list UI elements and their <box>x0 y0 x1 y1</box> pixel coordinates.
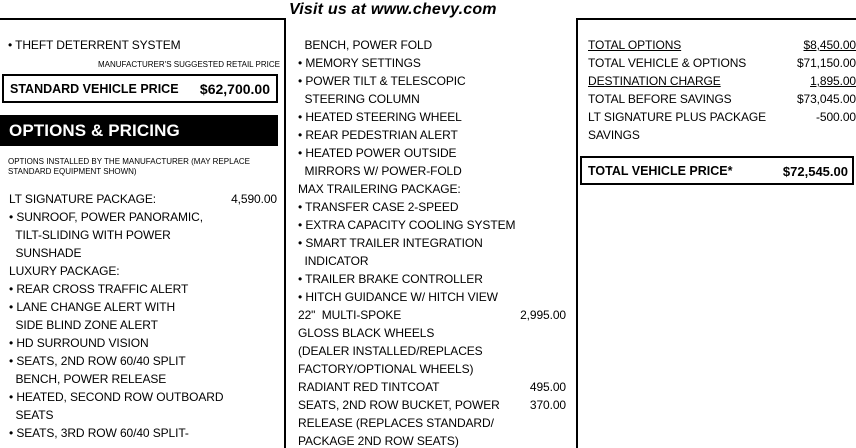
line-item-text: RELEASE (REPLACES STANDARD/ <box>298 416 494 430</box>
standard-price-label: STANDARD VEHICLE PRICE <box>10 82 179 96</box>
line-item-text: MIRRORS W/ POWER-FOLD <box>298 164 462 178</box>
line-item-text: • HEATED, SECOND ROW OUTBOARD <box>9 390 224 404</box>
line-item <box>298 90 566 108</box>
line-item-text: • REAR CROSS TRAFFIC ALERT <box>9 282 189 296</box>
msrp-note: MANUFACTURER'S SUGGESTED RETAIL PRICE <box>98 60 280 69</box>
line-item <box>298 378 566 396</box>
line-item <box>9 262 277 280</box>
line-item-text: LT SIGNATURE PLUS PACKAGE <box>588 110 766 124</box>
line-item <box>9 226 277 244</box>
total-price-label: TOTAL VEHICLE PRICE* <box>588 164 733 178</box>
line-item-text: SEATS, 2ND ROW BUCKET, POWER <box>298 398 500 412</box>
line-item <box>298 180 566 198</box>
line-item <box>298 72 566 90</box>
line-item <box>298 360 566 378</box>
line-item <box>9 406 277 424</box>
line-item-text: BENCH, POWER FOLD <box>298 38 433 52</box>
website-header: Visit us at www.chevy.com <box>289 1 497 18</box>
column-divider-left <box>284 18 286 448</box>
line-item <box>298 270 566 288</box>
middle-options-list <box>298 36 566 448</box>
line-item <box>298 288 566 306</box>
column-divider-right <box>576 18 578 448</box>
line-item-text: GLOSS BLACK WHEELS <box>298 326 435 340</box>
line-item-text: BENCH, POWER RELEASE <box>9 372 167 386</box>
line-item-amount: -500.00 <box>816 110 856 124</box>
line-item <box>9 316 277 334</box>
top-rule-left <box>0 18 284 20</box>
top-rule-right <box>578 18 856 20</box>
line-item-text: • HITCH GUIDANCE W/ HITCH VIEW <box>298 290 498 304</box>
line-item-text: RADIANT RED TINTCOAT <box>298 380 440 394</box>
line-item-amount: $8,450.00 <box>803 38 856 52</box>
line-item <box>9 244 277 262</box>
line-item <box>588 72 856 90</box>
line-item <box>588 126 856 144</box>
line-item-text: • SEATS, 3RD ROW 60/40 SPLIT- <box>9 426 189 440</box>
line-item-text: STEERING COLUMN <box>298 92 420 106</box>
line-item <box>298 306 566 324</box>
line-item-text: 22" MULTI-SPOKE <box>298 308 402 322</box>
installed-options-note: OPTIONS INSTALLED BY THE MANUFACTURER (MAY REPLACE STANDARD EQUIPMENT SHOWN) <box>8 157 250 176</box>
line-item-amount: 4,590.00 <box>231 192 277 206</box>
line-item-text: SIDE BLIND ZONE ALERT <box>9 318 158 332</box>
line-item <box>588 90 856 108</box>
line-item-text: TILT-SLIDING WITH POWER <box>9 228 171 242</box>
line-item <box>298 324 566 342</box>
line-item-text: FACTORY/OPTIONAL WHEELS) <box>298 362 474 376</box>
line-item-text: (DEALER INSTALLED/REPLACES <box>298 344 483 358</box>
options-pricing-heading: OPTIONS & PRICING <box>0 115 278 146</box>
line-item-amount: 495.00 <box>529 380 566 394</box>
line-item-text: • EXTRA CAPACITY COOLING SYSTEM <box>298 218 516 232</box>
line-item-amount: 2,995.00 <box>520 308 566 322</box>
line-item-text: • TRAILER BRAKE CONTROLLER <box>298 272 483 286</box>
line-item-text: TOTAL VEHICLE & OPTIONS <box>588 56 747 70</box>
line-item-text: • REAR PEDESTRIAN ALERT <box>298 128 458 142</box>
line-item-text: • HEATED STEERING WHEEL <box>298 110 462 124</box>
line-item <box>298 234 566 252</box>
line-item <box>9 208 277 226</box>
line-item <box>588 36 856 54</box>
total-price-box <box>580 156 854 185</box>
line-item <box>9 370 277 388</box>
line-item-text: • LANE CHANGE ALERT WITH <box>9 300 176 314</box>
line-item-text: • SEATS, 2ND ROW 60/40 SPLIT <box>9 354 186 368</box>
line-item <box>588 54 856 72</box>
line-item <box>298 342 566 360</box>
line-item-text: TOTAL OPTIONS <box>588 38 682 52</box>
standard-price-box <box>2 74 278 103</box>
total-price-value: $72,545.00 <box>782 164 848 179</box>
line-item-text: • HEATED POWER OUTSIDE <box>298 146 457 160</box>
line-item-text: SUNSHADE <box>9 246 82 260</box>
line-item <box>298 252 566 270</box>
line-item-text: PACKAGE 2ND ROW SEATS) <box>298 434 459 448</box>
line-item <box>298 432 566 448</box>
line-item <box>298 198 566 216</box>
line-item-text: SEATS <box>9 408 54 422</box>
line-item <box>298 396 566 414</box>
line-item-amount: $71,150.00 <box>796 56 856 70</box>
line-item <box>9 334 277 352</box>
line-item <box>9 352 277 370</box>
line-item <box>298 414 566 432</box>
line-item-text: TOTAL BEFORE SAVINGS <box>588 92 732 106</box>
line-item-amount: $73,045.00 <box>796 92 856 106</box>
line-item-text: • TRANSFER CASE 2-SPEED <box>298 200 459 214</box>
line-item-text: MAX TRAILERING PACKAGE: <box>298 182 461 196</box>
line-item <box>588 108 856 126</box>
standard-price-value: $62,700.00 <box>199 81 270 97</box>
theft-deterrent-line: • THEFT DETERRENT SYSTEM <box>8 38 181 52</box>
line-item <box>9 388 277 406</box>
line-item-text: LT SIGNATURE PACKAGE: <box>9 192 157 206</box>
price-summary-list <box>588 36 856 144</box>
line-item-amount: 1,895.00 <box>810 74 856 88</box>
line-item <box>9 298 277 316</box>
line-item <box>298 162 566 180</box>
line-item-text: • SMART TRAILER INTEGRATION <box>298 236 483 250</box>
line-item <box>9 280 277 298</box>
line-item-text: DESTINATION CHARGE <box>588 74 721 88</box>
line-item-text: • MEMORY SETTINGS <box>298 56 421 70</box>
line-item <box>298 216 566 234</box>
line-item <box>298 108 566 126</box>
line-item <box>9 424 277 442</box>
line-item-text: LUXURY PACKAGE: <box>9 264 120 278</box>
line-item <box>298 54 566 72</box>
line-item <box>298 126 566 144</box>
line-item-text: • HD SURROUND VISION <box>9 336 149 350</box>
line-item <box>298 144 566 162</box>
line-item <box>9 190 277 208</box>
line-item-text: SAVINGS <box>588 128 640 142</box>
left-options-list <box>9 190 277 442</box>
line-item-amount: 370.00 <box>529 398 566 412</box>
line-item-text: • POWER TILT & TELESCOPIC <box>298 74 466 88</box>
line-item-text: INDICATOR <box>298 254 369 268</box>
line-item <box>298 36 566 54</box>
line-item-text: • SUNROOF, POWER PANORAMIC, <box>9 210 203 224</box>
